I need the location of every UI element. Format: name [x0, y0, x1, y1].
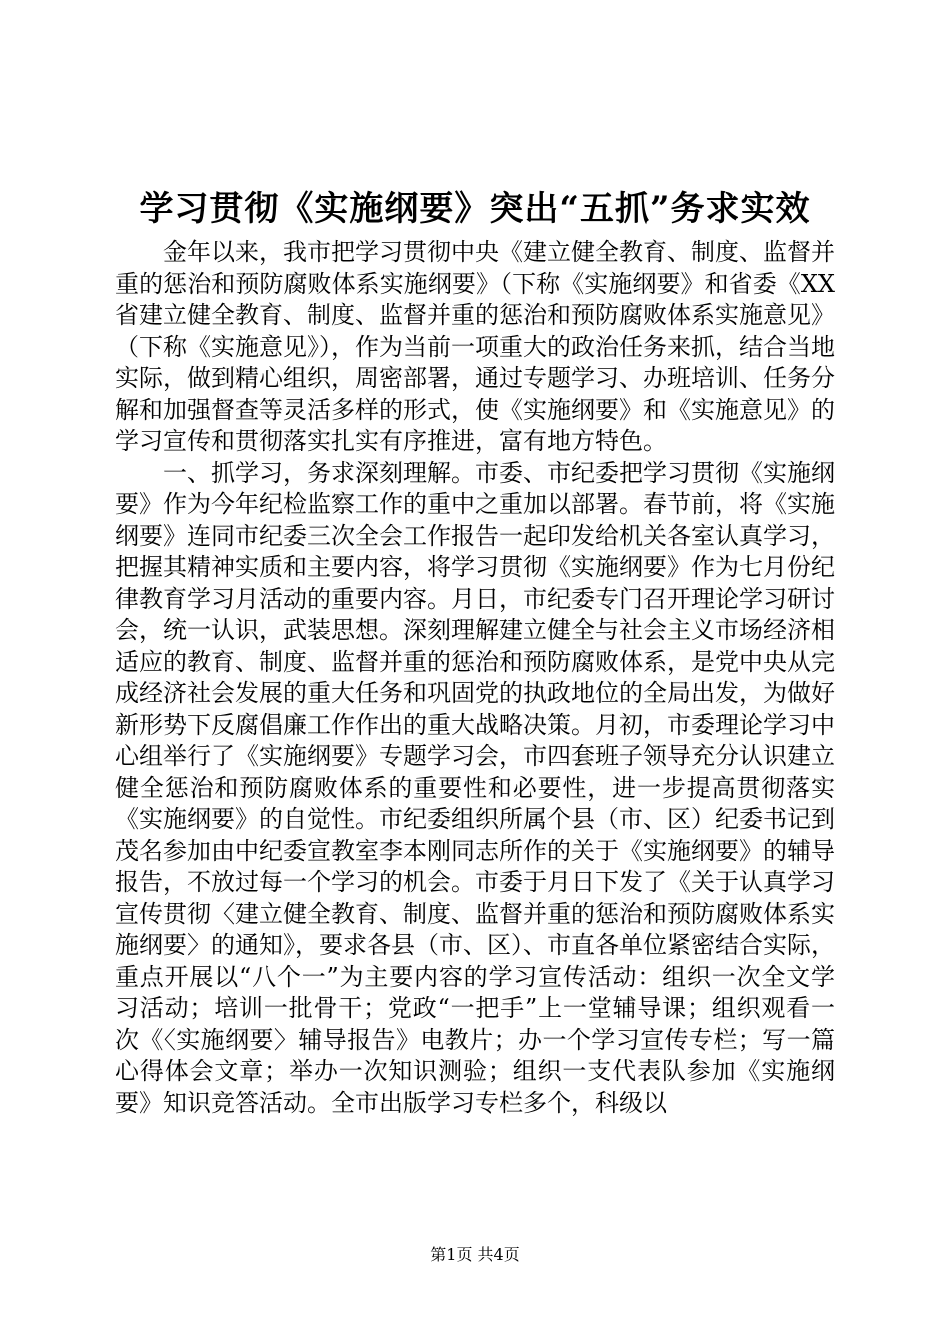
paragraph-intro: 金年以来，我市把学习贯彻中央《建立健全教育、制度、监督并重的惩治和预防腐败体系实施纲要》（下称《实施纲要》和省委《XX省建立健全教育、制度、监督并重的惩治和预防腐败体系实施意见》（下称《实施意见》），作为当前一项重大的政治任务来抓，结合当地实际，做到精心组织，周密部署，通过专题学习、办班培训、任务分解和加强督查等灵活多样的形式，使《实施纲要》和《实施意见》的学习宣传和贯彻落实扎实有序推进，富有地方特色。 — [115, 238, 835, 455]
document-body — [115, 237, 835, 1119]
page-number-label: 第1页 共4页 — [430, 1245, 520, 1264]
page-footer — [0, 1244, 950, 1266]
paragraph-section-one: 一、抓学习，务求深刻理解。市委、市纪委把学习贯彻《实施纲要》作为今年纪检监察工作的重中之重加以部署。春节前，将《实施纲要》连同市纪委三次全会工作报告一起印发给机关各室认真学习，把握其精神实质和主要内容，将学习贯彻《实施纲要》作为七月份纪律教育学习月活动的重要内容。月日，市纪委专门召开理论学习研讨会，统一认识，武装思想。深刻理解建立健全与社会主义市场经济相适应的教育、制度、监督并重的惩治和预防腐败体系，是党中央从完成经济社会发展的重大任务和巩固党的执政地位的全局出发，为做好新形势下反腐倡廉工作作出的重大战略决策。月初，市委理论学习中心组举行了《实施纲要》专题学习会，市四套班子领导充分认识建立健全惩治和预防腐败体系的重要性和必要性，进一步提高贯彻落实《实施纲要》的自觉性。市纪委组织所属个县（市、区）纪委书记到茂名参加由中纪委宣教室李本刚同志所作的关于《实施纲要》的辅导报告，不放过每一个学习的机会。市委于月日下发了《关于认真学习宣传贯彻〈建立健全教育、制度、监督并重的惩治和预防腐败体系实施纲要〉的通知》，要求各县（市、区）、市直各单位紧密结合实际，重点开展以“八个一”为主要内容的学习宣传活动：组织一次全文学习活动；培训一批骨干；党政“一把手”上一堂辅导课；组织观看一次《〈实施纲要〉辅导报告》电教片；办一个学习宣传专栏；写一篇心得体会文章；举办一次知识测验；组织一支代表队参加《实施纲要》知识竞答活动。全市出版学习专栏多个，科级以 — [115, 458, 835, 1117]
document-title: 学习贯彻《实施纲要》突出“五抓”务求实效 — [139, 189, 811, 229]
